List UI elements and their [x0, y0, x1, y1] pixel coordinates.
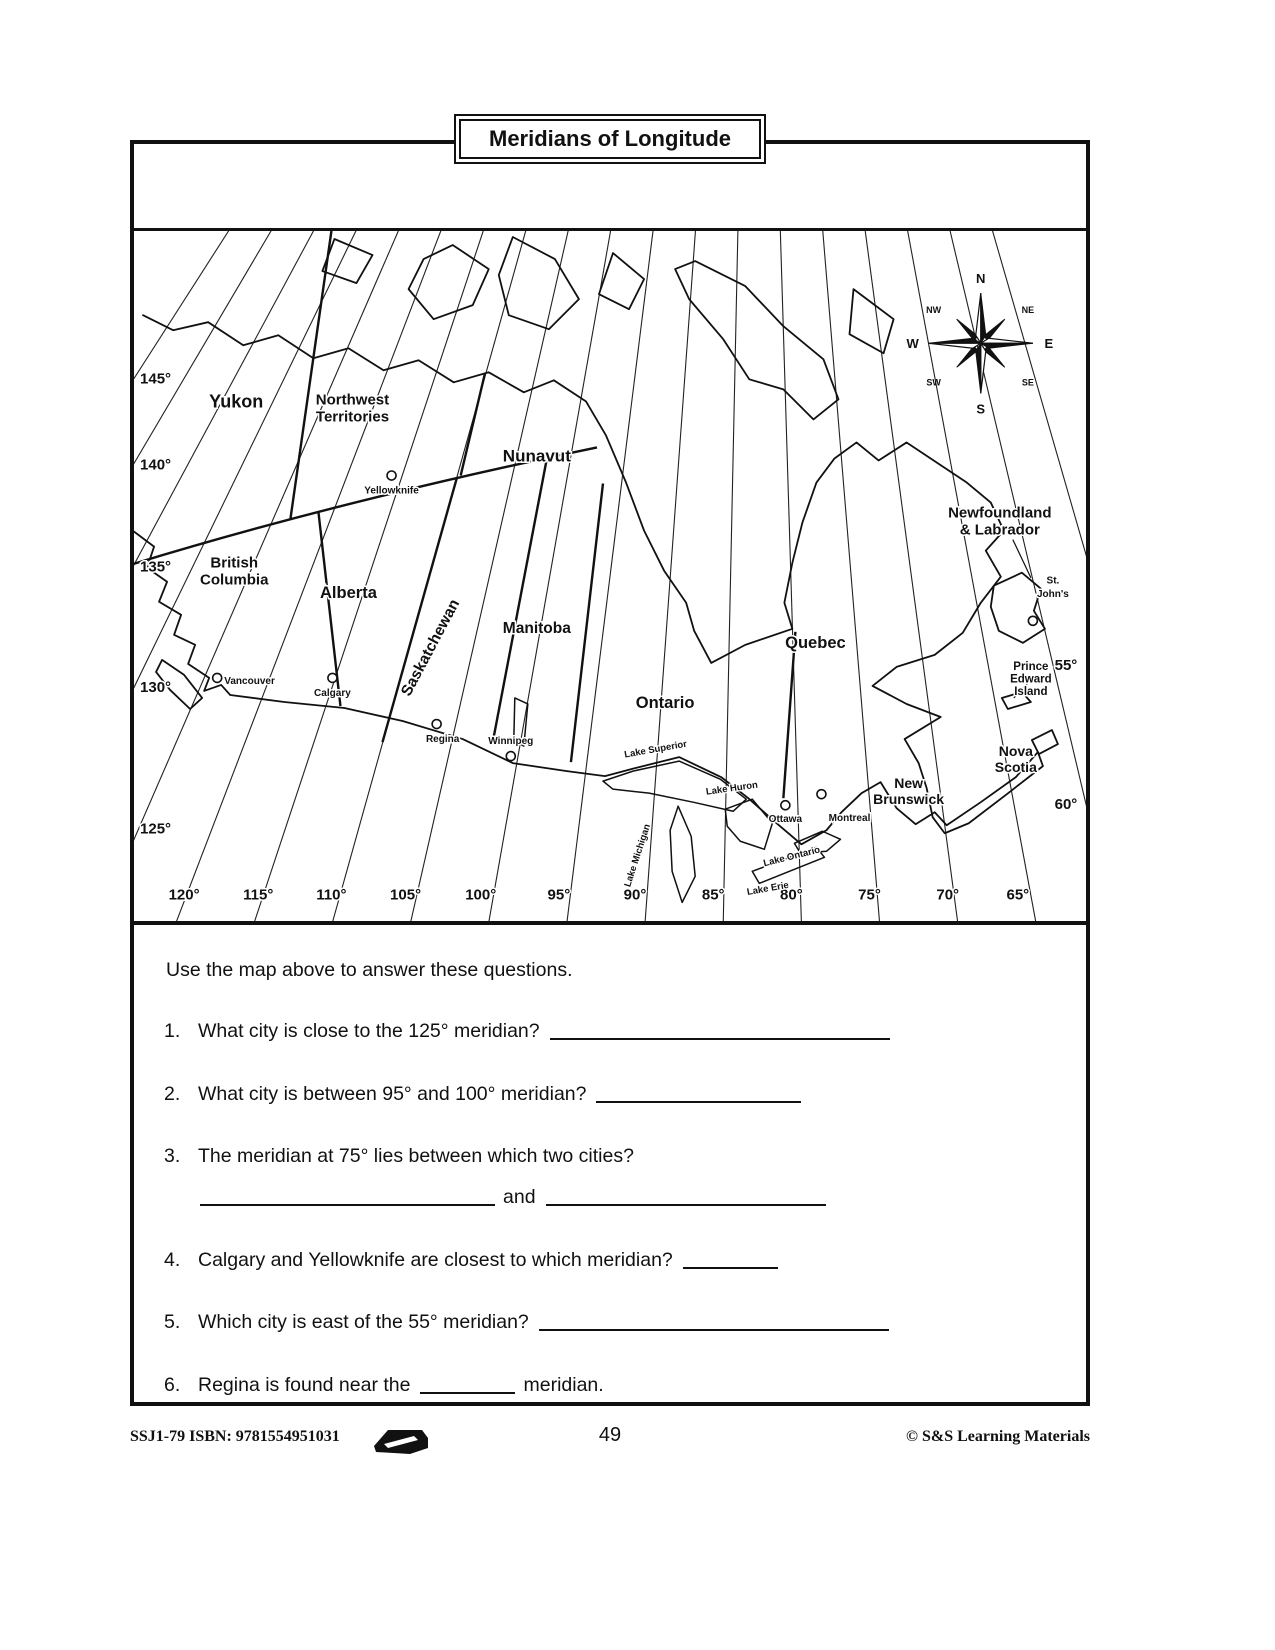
- compass-label-e: E: [1044, 336, 1054, 352]
- compass-label-nw: NW: [926, 305, 942, 316]
- answer-blank: [550, 1022, 890, 1040]
- answer-blank: [420, 1376, 515, 1394]
- province-label-alberta: Alberta: [320, 582, 377, 602]
- meridian-line-115: [254, 231, 755, 921]
- newfoundland-island: [991, 573, 1045, 643]
- province-label-quebec: Quebec: [785, 632, 846, 652]
- nwt-nunavut-border: [461, 374, 485, 475]
- meridian-line-60: [755, 231, 1086, 921]
- lake-label-lake-ontario: Lake Ontario: [762, 844, 822, 870]
- meridian-label-95: 95°: [547, 886, 571, 904]
- meridian-line-105: [411, 231, 759, 921]
- question-5: [164, 1310, 1056, 1335]
- page-footer: [130, 1420, 1090, 1466]
- cape-breton-island: [1032, 730, 1058, 754]
- question-text: What city is close to the 125° meridian?: [198, 1020, 540, 1043]
- question-number: 4.: [164, 1248, 181, 1271]
- questions-intro: Use the map above to answer these questions.: [166, 959, 573, 982]
- manitoba-ontario-border: [571, 484, 603, 763]
- province-label-yukon: Yukon: [209, 391, 264, 412]
- arctic-island: [409, 245, 489, 319]
- meridian-label-105: 105°: [390, 886, 422, 904]
- ontario-quebec-border: [783, 632, 795, 798]
- meridian-line-110: [332, 231, 755, 921]
- meridian-line-85: [723, 231, 755, 921]
- city-marker-regina: [432, 720, 441, 729]
- meridian-line-100: [489, 231, 759, 921]
- title-box: [454, 114, 766, 164]
- page-number: 49: [598, 1424, 622, 1446]
- province-label-ontario: Ontario: [635, 692, 695, 712]
- yukon-nwt-border: [290, 231, 331, 520]
- city-marker-montreal: [817, 790, 826, 799]
- compass-nw-point: [957, 319, 978, 340]
- meridian-label-70: 70°: [936, 886, 960, 904]
- province-label-new-brunswick: New Brunswick: [873, 775, 945, 808]
- city-label-calgary: Calgary: [314, 687, 351, 699]
- province-label-nunavut: Nunavut: [502, 446, 571, 466]
- meridian-label-100: 100°: [465, 886, 497, 904]
- lake-label-lake-erie: Lake Erie: [746, 879, 790, 898]
- meridian-label-125: 125°: [140, 820, 172, 838]
- city-marker-calgary: [328, 673, 337, 682]
- question-number: 1.: [164, 1020, 181, 1043]
- meridian-label-90: 90°: [623, 886, 647, 904]
- answer-blank: [539, 1313, 889, 1331]
- compass-n-point: [976, 293, 981, 343]
- lake-michigan-shape: [670, 806, 695, 902]
- compass-label-se: SE: [1021, 377, 1034, 388]
- question-text: meridian.: [523, 1373, 604, 1396]
- map-svg: [134, 231, 1086, 921]
- question-6: [164, 1373, 1056, 1398]
- meridian-label-120: 120°: [168, 886, 200, 904]
- question-text: The meridian at 75° lies between which two cities?: [198, 1145, 634, 1168]
- question-number: 2.: [164, 1082, 181, 1105]
- compass-e-point: [981, 343, 1033, 348]
- compass-w-point: [929, 343, 981, 348]
- city-label-yellowknife: Yellowknife: [364, 485, 419, 497]
- province-label-manitoba: Manitoba: [502, 619, 571, 637]
- meridian-line-55: [755, 231, 1086, 921]
- province-label-british-columbia: British Columbia: [200, 554, 269, 589]
- question-1: [164, 1019, 1056, 1044]
- meridian-lines-group: [134, 231, 1086, 921]
- compass-se-point: [984, 346, 1005, 367]
- baffin-island: [675, 261, 838, 419]
- compass-s-point: [976, 343, 981, 393]
- province-label-northwest-territories: Northwest Territories: [315, 391, 390, 426]
- compass-n-point: [981, 293, 986, 343]
- city-marker-st-john-s: [1028, 616, 1037, 625]
- meridian-label-75: 75°: [858, 886, 881, 904]
- meridian-label-55: 55°: [1054, 656, 1078, 674]
- city-label-montreal: Montreal: [828, 813, 871, 825]
- question-text: What city is between 95° and 100° meridian?: [198, 1082, 587, 1105]
- answer-blank: [546, 1188, 826, 1206]
- meridian-label-140: 140°: [140, 456, 172, 474]
- city-label-regina: Regina: [425, 734, 460, 746]
- compass-label-n: N: [976, 271, 986, 287]
- province-label-nova-scotia: Nova Scotia: [994, 743, 1037, 776]
- question-text: Regina is found near the: [198, 1373, 411, 1396]
- province-borders-group: [134, 231, 795, 798]
- lake-label-lake-huron: Lake Huron: [705, 779, 759, 798]
- meridian-label-145: 145°: [140, 370, 172, 388]
- compass-w-point: [929, 338, 981, 343]
- canada-map: [134, 228, 1086, 925]
- compass-label-sw: SW: [926, 377, 941, 388]
- meridian-line-90: [645, 231, 755, 921]
- question-number: 5.: [164, 1311, 181, 1334]
- answer-blank: [596, 1085, 801, 1103]
- compass-label-s: S: [976, 401, 986, 417]
- question-continuation: [164, 1185, 1056, 1210]
- questions-section: [134, 925, 1086, 1397]
- footer-copyright: © S&S Learning Materials: [906, 1428, 1090, 1445]
- lake-label-lake-superior: Lake Superior: [623, 738, 688, 761]
- meridian-label-85: 85°: [701, 886, 725, 904]
- compass-ne-point: [984, 319, 1005, 340]
- meridian-label-80: 80°: [780, 886, 803, 904]
- compass-s-point: [981, 343, 986, 393]
- province-label-prince-edward-island: Prince Edward Island: [1010, 660, 1052, 698]
- province-label-newfoundland-labrador: Newfoundland & Labrador: [948, 504, 1052, 539]
- meridian-label-65: 65°: [1006, 886, 1030, 904]
- arctic-island: [849, 289, 893, 353]
- question-text: and: [503, 1186, 536, 1209]
- question-2: [164, 1082, 1056, 1107]
- city-marker-yellowknife: [387, 471, 396, 480]
- city-marker-winnipeg: [506, 752, 515, 761]
- city-marker-ottawa: [781, 801, 790, 810]
- city-label-ottawa: Ottawa: [768, 814, 803, 826]
- meridian-label-130: 130°: [140, 678, 172, 696]
- page-title: Meridians of Longitude: [459, 119, 761, 159]
- page-frame: [130, 126, 1090, 1406]
- lake-huron-shape: [725, 799, 772, 849]
- compass-e-point: [981, 338, 1033, 343]
- footer-code: SSJ1-79 ISBN: 9781554951031: [130, 1428, 340, 1445]
- city-marker-vancouver: [213, 673, 222, 682]
- province-label-saskatchewan: Saskatchewan: [398, 596, 464, 699]
- meridian-label-135: 135°: [140, 558, 172, 576]
- meridian-label-110: 110°: [316, 886, 347, 904]
- meridian-label-60: 60°: [1054, 796, 1078, 814]
- city-label-vancouver: Vancouver: [224, 675, 275, 687]
- question-text: Which city is east of the 55° meridian?: [198, 1311, 529, 1334]
- question-number: 6.: [164, 1373, 181, 1396]
- compass-label-ne: NE: [1021, 305, 1035, 316]
- answer-blank: [683, 1251, 778, 1269]
- question-3: [164, 1144, 1056, 1211]
- compass-sw-point: [957, 346, 978, 367]
- question-text: Calgary and Yellowknife are closest to which meridian?: [198, 1248, 673, 1271]
- answer-blank: [200, 1188, 495, 1206]
- meridian-line-95: [567, 231, 755, 921]
- city-label-st-john-s: St. John's: [1036, 575, 1069, 600]
- compass-label-w: W: [906, 336, 919, 352]
- questions-list: [164, 1019, 1056, 1397]
- mainland-coastline: [134, 315, 1043, 844]
- city-label-winnipeg: Winnipeg: [488, 736, 534, 748]
- meridian-label-115: 115°: [243, 886, 274, 904]
- question-4: [164, 1248, 1056, 1273]
- question-number: 3.: [164, 1145, 181, 1168]
- lake-label-lake-michigan: Lake Michigan: [622, 822, 654, 889]
